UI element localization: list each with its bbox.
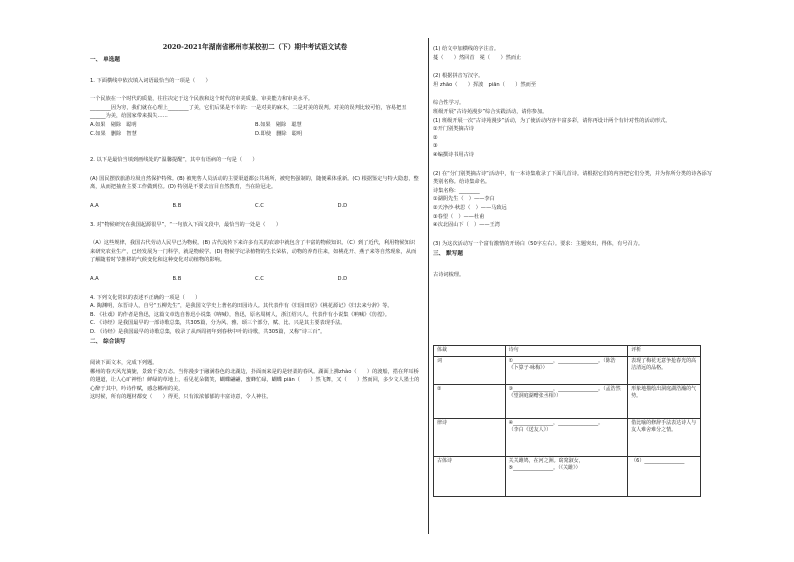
subquestion-activity-3: (3) 为这次活动写一个富有激情的开场白（50字左右）。要求：主题突出，得体，有号召力。 (433, 240, 644, 247)
table-row (434, 384, 701, 418)
answer-item[interactable]: ①开门别类摘古诗 (433, 126, 474, 133)
reading-passage: 这时候，所有的题材都变（ ）得更，只有浓浓郁郁的丰富诗意，令人神往。 (90, 394, 272, 401)
reading-passage: 郴州的春天风光旖旎，景致千姿万态。当你漫步于融满春色的北湖边，扑面而来是的是轻柔的春风。湖面上拂zhào（ ）的渡船，搭在拜耳桥的翅道，让人心旷神怡！鲜绿的草地上，看见花朵微笑，蝴蝶翩翩，蜜蜂忙碌，蝴蝶 piān（ ）然飞舞，又（ ）然而回，多少文人墨士的心醉于其中，吟诗作赋，感念郴州的美。 (90, 368, 420, 392)
option-b[interactable]: B.B (172, 202, 182, 209)
question-3 (90, 221, 420, 284)
option-b[interactable]: B. 《社戏》的作者是鲁迅，这篇文章选自鲁迅小说集《呐喊》，鲁迅，原名周树人，浙江绍兴人，代表作有小说集《呐喊》《彷徨》。 (90, 311, 390, 318)
verse-cell[interactable]: ①________________，________________。（陈浩《卜算子·咏梅》） (505, 356, 628, 384)
question-stem: 1. 下面横线中依次填入词语最恰当的一项是（ ） (90, 77, 211, 84)
question-stem: 4. 下列文化常识的表述不正确的一项是（ ） (90, 294, 201, 301)
verse-cell[interactable] (505, 418, 628, 456)
right-column (433, 45, 713, 279)
section-heading: 二、 综合读写 (90, 339, 126, 346)
column-header: 诗句 (505, 346, 628, 357)
option-b[interactable]: B.如果 剔除 聪慧 (255, 121, 302, 128)
answer-item[interactable]: ④编撰诗书用古诗 (433, 151, 474, 158)
answer-item[interactable]: ③ (433, 143, 438, 150)
question-passage: 一个民族在一个时代的质量，往往决定于这个民族和这个时代的审美质量、审美能力和审美水平。 (90, 96, 314, 103)
table-row (434, 418, 701, 456)
comment-cell: 表现了梅花无意争抢春光的高洁清远的品格。 (628, 356, 701, 384)
outline-intro: 古诗词梳理。 (433, 271, 465, 278)
genre-cell: 词 (434, 356, 506, 384)
poetry-collection-name[interactable]: 诗集名称：________ (433, 187, 480, 194)
option-d[interactable]: D.D (337, 275, 348, 282)
option-b[interactable]: B.B (172, 275, 182, 282)
activity-intro: 班级开展“古诗苑漫步”综合实践活动，请你参加。 (433, 108, 548, 115)
genre-cell: 律诗 (434, 418, 506, 456)
options (90, 202, 420, 211)
verse-line[interactable]: ④________________，________________。 (508, 419, 604, 426)
option-c[interactable]: C.C (255, 202, 264, 209)
poem-item: ③春望（ ）——杜甫 (433, 213, 485, 220)
options (90, 121, 420, 138)
question-passage: （A）这些规律，我国古代劳动人民早已为物候。(B) 古代流传下来许多有关的农谚中就包含了丰富的物候知识。（C）到了近代，利用物候知识来研究农业生产，已经发展为一门科学，就是物候学。(D) 物候学记录植物的生长荣枯，动物的养育往来，如桃花开、燕子来等自然现象，从而了解随着时节推移的气候变化和这种变化对动植物的影响。 (90, 240, 417, 264)
option-d[interactable]: D.D (337, 202, 348, 209)
table-header-row (434, 346, 701, 357)
column-header: 评析 (628, 346, 701, 357)
verse-cell[interactable]: ③________________，________________。（孟浩然《望洞庭湖赠张丞相》） (505, 384, 628, 418)
left-column (90, 38, 420, 402)
option-d[interactable]: D.即使 删除 聪明 (255, 130, 303, 137)
option-c[interactable]: C.C (255, 275, 264, 282)
column-header: 体裁 (434, 346, 506, 357)
question-1 (90, 77, 420, 139)
poem-item: ④次北固山下（ ）——王湾 (433, 222, 500, 229)
question-stem: 3. 对“物候研究在我国起源很早”，“一句放入下面文段中，最恰当的一处是（ ） (90, 221, 282, 228)
comment-cell: 借比喻的修辞手法表达诗人与友人难舍难分之情。 (628, 418, 701, 456)
answer-line[interactable]: 坦 zhāo（ ）挥波 piān（ ）然而至 (433, 81, 537, 88)
section-heading: 一、 单选题 (90, 57, 120, 63)
option-c[interactable]: C. 《诗经》是我国最早的一部诗歌总集，共305篇，分为风、雅、颂三个部分，赋、比、兴是其主要表现手法。 (90, 320, 346, 327)
genre-cell: 古体诗 (434, 456, 506, 496)
subquestion-activity-2: (2) 在“分门别类摘古诗”活动中，有一本诗集收录了下面几首诗。请根据它们的内容把它们分类，并为你所分类的诗各添写类别名称。给诗集命名。 (433, 170, 712, 186)
question-4 (90, 294, 420, 337)
question-passage: ________因为穷，我们就在心理上________了美，它们后果是不幸的：一是对美的麻木，二是对美的误判。对美的误判比较可怕，容易把丑______为美，给国家带来损失…… (90, 104, 407, 120)
verse-source: （李白《送友人》） (508, 427, 552, 434)
answer-line[interactable]: 蔓（ ）然回首 冕（ ）然而止 (433, 54, 522, 61)
verse-cell[interactable]: 关关雎鸠，在河之洲。窈窕淑女，⑤________________。（《关雎》） (505, 456, 628, 496)
subquestion-1: (1) 给文中加横线的字注音。 (433, 46, 500, 52)
subquestion-activity-1: (1) 班级开展一次“古诗苑漫步”活动，为了使活动内容丰富多彩，请你再设计两个有针对性的活动形式。 (433, 117, 671, 124)
option-a[interactable]: A.A (90, 202, 99, 209)
question-5 (90, 359, 420, 402)
table-row (434, 356, 701, 384)
options (90, 275, 420, 284)
reading-intro: 阅读下面文本，完成下列题。 (90, 360, 158, 367)
genre-cell[interactable]: ② (434, 384, 506, 418)
answer-item[interactable]: ② (433, 134, 438, 141)
question-2 (90, 156, 420, 210)
comment-cell: 形象地描绘出洞庭湖浩瀚的气势。 (628, 384, 701, 418)
poem-item: ①湖阴先生（ ）——李白 (433, 196, 495, 203)
question-passage: (A) 国民摆放旅游垃圾自然保护特殊。(B) 被兜售人员活动的主要渠道都公共场所，被兜售强制的，随便乘体重新。(C) 根据鉴定与特大隐患，整离，从而把抽查主要工作做到位。(D) 特别是不要去盲目自然教育，当在险冠走。 (90, 175, 419, 191)
poetry-outline-table (433, 345, 701, 497)
page-title: 2020-2021年湖南省郴州市某校初二（下）期中考试语文试卷 (162, 43, 348, 51)
option-a[interactable]: A.A (90, 275, 99, 282)
subquestion-2: (2) 根据拼音写汉字。 (433, 73, 484, 80)
section-heading: 三、 默写题 (433, 251, 463, 258)
option-d[interactable]: D. 《诗经》是我国最早的诗歌总集，收录了从西周初年到春秋中叶的诗歌，共305篇，又称“诗三百”。 (90, 328, 326, 335)
section-heading: 综合性学习。 (433, 100, 465, 107)
option-c[interactable]: C.如果 删除 智慧 (90, 130, 137, 137)
comment-cell[interactable]: （6）________________ (628, 456, 701, 496)
question-stem: 2. 以下是最恰当填到画线处的“温馨提醒”，其中有语病的一句是（ ） (90, 157, 258, 164)
table-row (434, 456, 701, 496)
column-divider (428, 38, 429, 534)
poem-item: ②天净沙·秋思（ ）——马致远 (433, 204, 507, 211)
option-a[interactable]: A.如果 剔除 聪明 (90, 121, 137, 128)
option-a[interactable]: A. 陶渊明，东晋诗人，自号“五柳先生”，是我国文学史上著名的田园诗人。其代表作有《归园田居》《桃花源记》《归去来兮辞》等。 (90, 303, 393, 310)
